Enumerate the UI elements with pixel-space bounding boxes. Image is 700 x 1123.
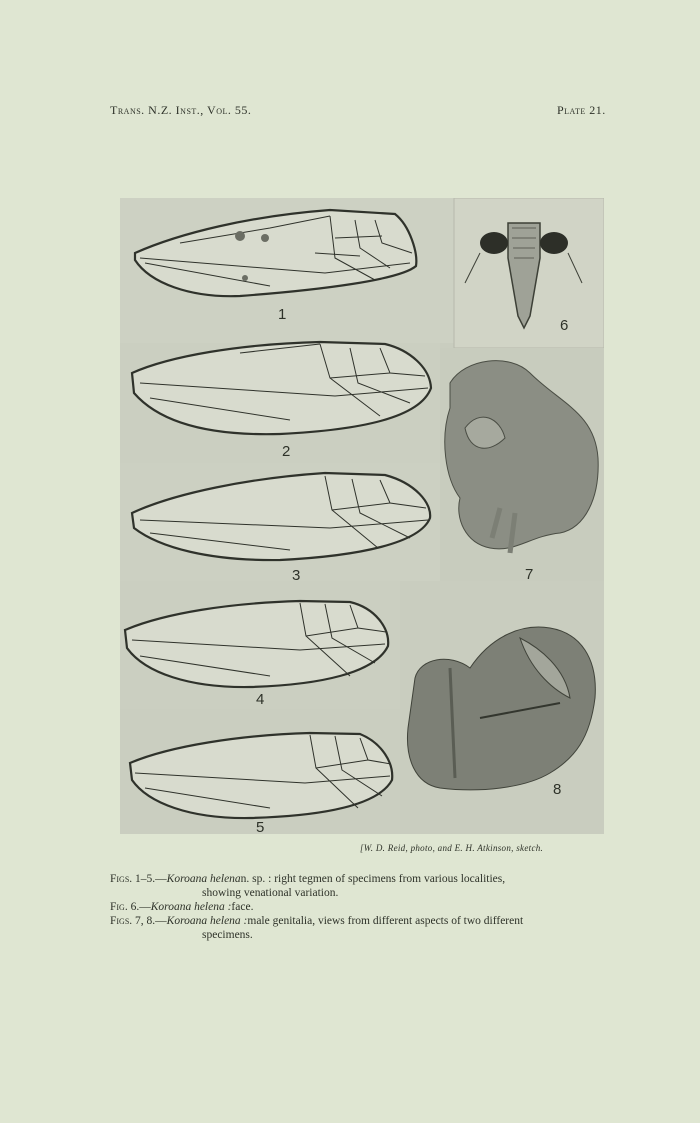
caption-text: male genitalia, views from different aspects of two different	[247, 915, 524, 927]
caption-label: Figs. 1–5.—	[110, 873, 167, 885]
figure-number-7: 7	[525, 566, 534, 583]
caption-label: Figs. 7, 8.—	[110, 915, 167, 927]
figure-number-1: 1	[278, 306, 287, 323]
caption-text: face.	[231, 901, 254, 913]
photo-credit: [W. D. Reid, photo, and E. H. Atkinson, sketch.	[360, 843, 544, 853]
caption-line-2	[110, 900, 610, 914]
caption-text: n. sp. : right tegmen of specimens from various localities,	[240, 873, 506, 885]
running-header: Trans. N.Z. Inst., Vol. 55.	[110, 103, 252, 117]
figure-number-6: 6	[560, 317, 569, 334]
caption-line-1	[110, 872, 610, 886]
figure-number-4: 4	[256, 691, 265, 708]
species-name: Koroana helena	[166, 873, 241, 885]
caption-line-3	[110, 914, 610, 928]
species-name: Koroana helena :	[166, 915, 248, 927]
caption-continuation: showing venational variation.	[202, 887, 339, 899]
figure-number-8: 8	[553, 781, 562, 798]
plate-figure	[120, 198, 604, 834]
caption-continuation: specimens.	[202, 929, 253, 941]
plate-number: Plate 21.	[557, 103, 606, 117]
figure-number-2: 2	[282, 443, 291, 460]
figure-caption	[110, 872, 610, 942]
species-name: Koroana helena :	[150, 901, 232, 913]
figure-number-3: 3	[292, 567, 301, 584]
figure-number-5: 5	[256, 819, 265, 834]
caption-label: Fig. 6.—	[110, 901, 151, 913]
